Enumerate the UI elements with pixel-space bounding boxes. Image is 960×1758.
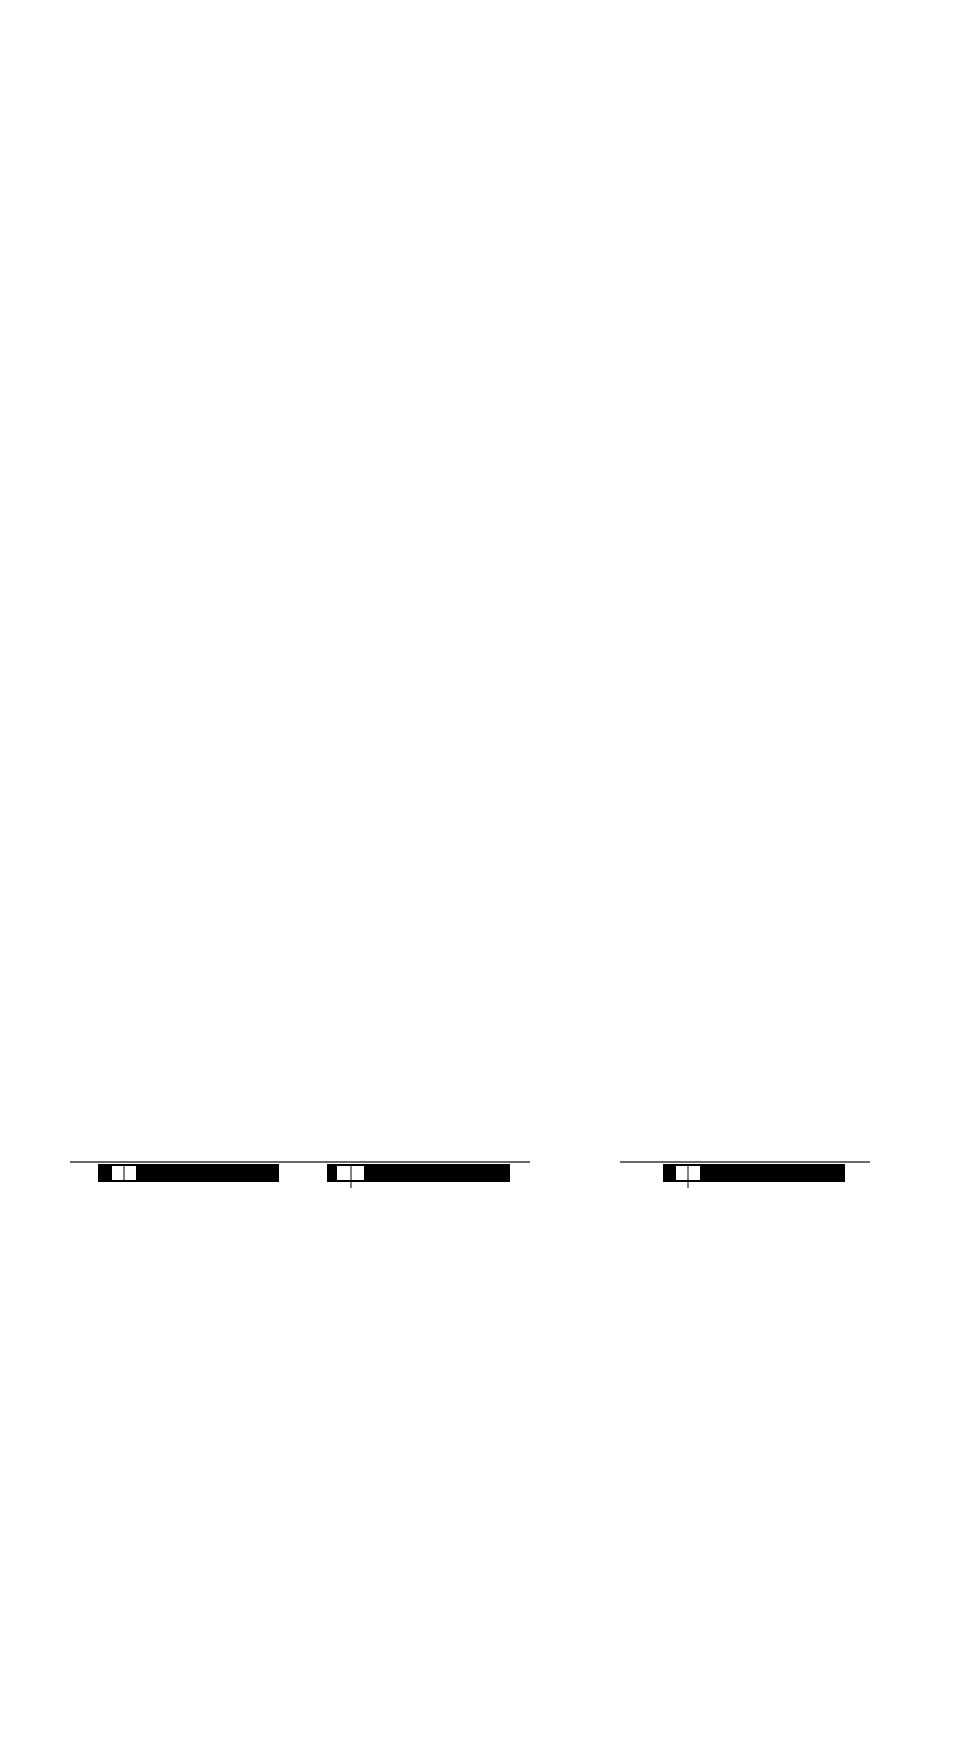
figure-12-14: [0, 1120, 960, 1660]
figure-12-13: [0, 60, 960, 730]
daynight-bar-col3: [663, 1164, 845, 1188]
daynight-bar-col2: [327, 1164, 510, 1188]
daynight-bar-col1: [98, 1164, 279, 1182]
